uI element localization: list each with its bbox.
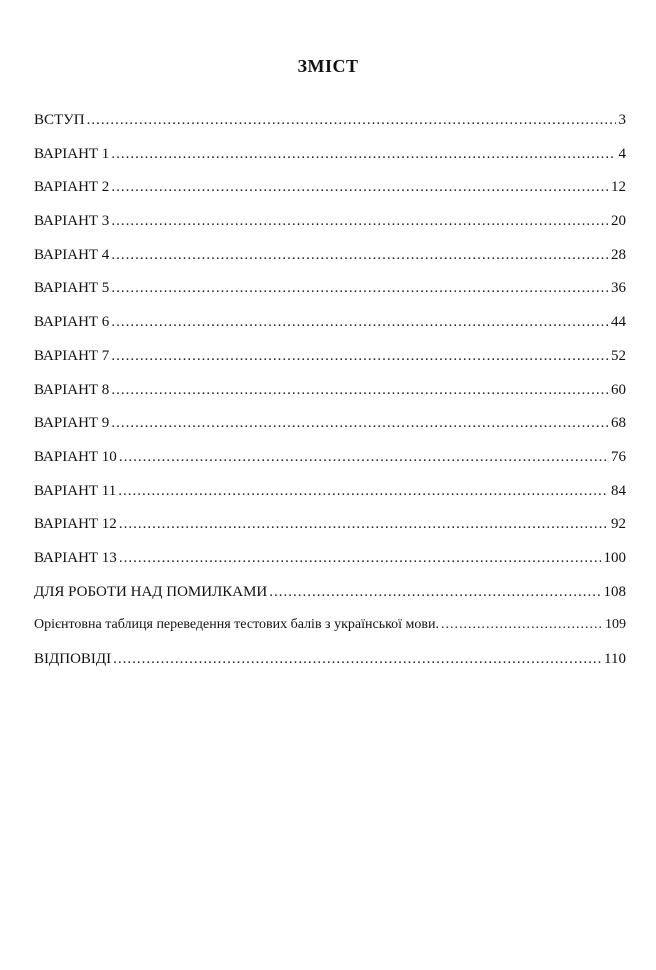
page-title: ЗМІСТ — [297, 56, 359, 76]
toc-entry-label: ВАРІАНТ 5 — [34, 280, 110, 297]
toc-entry-label: ВІДПОВІДІ — [34, 651, 112, 667]
dot-leader — [111, 346, 608, 366]
dot-leader — [111, 413, 608, 433]
toc-entry-page-number: 100 — [603, 549, 626, 566]
toc-entry-label: ВАРІАНТ 6 — [34, 314, 110, 331]
toc-entry-label: ВАРІАНТ 4 — [34, 246, 110, 263]
toc-entry-label: ВАРІАНТ 13 — [34, 549, 117, 566]
toc-entry-page-number: 60 — [611, 381, 626, 398]
toc-entry-page-number: 28 — [611, 246, 626, 263]
toc-entry-page-number: 3 — [618, 112, 626, 128]
toc-entry-label: ВАРІАНТ 2 — [34, 179, 110, 196]
toc-entry-page-number: 36 — [611, 280, 626, 297]
dot-leader — [111, 312, 608, 332]
toc-entry-variant-13[interactable] — [34, 548, 626, 582]
toc-entry-label: ВСТУП — [34, 112, 85, 128]
toc-entry-page-number: 12 — [611, 179, 626, 196]
toc-entry-page-number: 76 — [611, 448, 626, 465]
toc-entry-label: ВАРІАНТ 9 — [34, 415, 110, 432]
toc-entry-label: ВАРІАНТ 1 — [34, 145, 110, 162]
toc-entry-intro[interactable] — [34, 110, 626, 144]
toc-entry-variant-7[interactable] — [34, 346, 626, 380]
toc-entry-label: ДЛЯ РОБОТИ НАД ПОМИЛКАМИ — [34, 583, 268, 600]
toc-entry-page-number: 92 — [611, 516, 626, 533]
toc-entry-page-number: 109 — [605, 617, 626, 633]
dot-leader — [111, 211, 608, 231]
table-of-contents — [34, 110, 626, 683]
toc-entry-variant-1[interactable] — [34, 144, 626, 178]
dot-leader — [441, 615, 602, 635]
dot-leader — [119, 447, 608, 467]
dot-leader — [111, 245, 608, 265]
dot-leader — [269, 582, 600, 602]
toc-entry-variant-6[interactable] — [34, 312, 626, 346]
toc-entry-variant-11[interactable] — [34, 481, 626, 515]
toc-entry-error-work[interactable] — [34, 582, 626, 616]
toc-entry-variant-3[interactable] — [34, 211, 626, 245]
toc-entry-page-number: 44 — [611, 314, 626, 331]
toc-entry-label: ВАРІАНТ 10 — [34, 448, 117, 465]
toc-entry-score-table[interactable] — [34, 615, 626, 649]
toc-entry-variant-10[interactable] — [34, 447, 626, 481]
toc-entry-page-number: 52 — [611, 347, 626, 364]
toc-entry-label: Орієнтовна таблиця переведення тестових балів з української мови. — [34, 617, 440, 633]
toc-entry-label: ВАРІАНТ 8 — [34, 381, 110, 398]
toc-entry-variant-4[interactable] — [34, 245, 626, 279]
toc-entry-label: ВАРІАНТ 7 — [34, 347, 110, 364]
toc-entry-variant-9[interactable] — [34, 413, 626, 447]
toc-entry-answers[interactable] — [34, 649, 626, 683]
toc-entry-variant-2[interactable] — [34, 177, 626, 211]
toc-entry-variant-12[interactable] — [34, 514, 626, 548]
dot-leader — [119, 548, 601, 568]
dot-leader — [119, 514, 608, 534]
toc-entry-variant-5[interactable] — [34, 278, 626, 312]
dot-leader — [111, 177, 608, 197]
toc-entry-page-number: 108 — [603, 583, 626, 600]
toc-entry-page-number: 68 — [611, 415, 626, 432]
dot-leader — [113, 649, 601, 669]
toc-entry-page-number: 20 — [611, 213, 626, 230]
toc-entry-page-number: 4 — [618, 145, 626, 162]
toc-entry-variant-8[interactable] — [34, 380, 626, 414]
toc-entry-label: ВАРІАНТ 3 — [34, 213, 110, 230]
toc-entry-page-number: 84 — [611, 482, 626, 499]
dot-leader — [111, 278, 608, 298]
dot-leader — [118, 481, 608, 501]
toc-entry-page-number: 110 — [604, 651, 626, 667]
toc-entry-label: ВАРІАНТ 12 — [34, 516, 117, 533]
dot-leader — [111, 144, 615, 164]
toc-entry-label: ВАРІАНТ 11 — [34, 482, 117, 499]
dot-leader — [87, 110, 616, 130]
dot-leader — [111, 380, 608, 400]
